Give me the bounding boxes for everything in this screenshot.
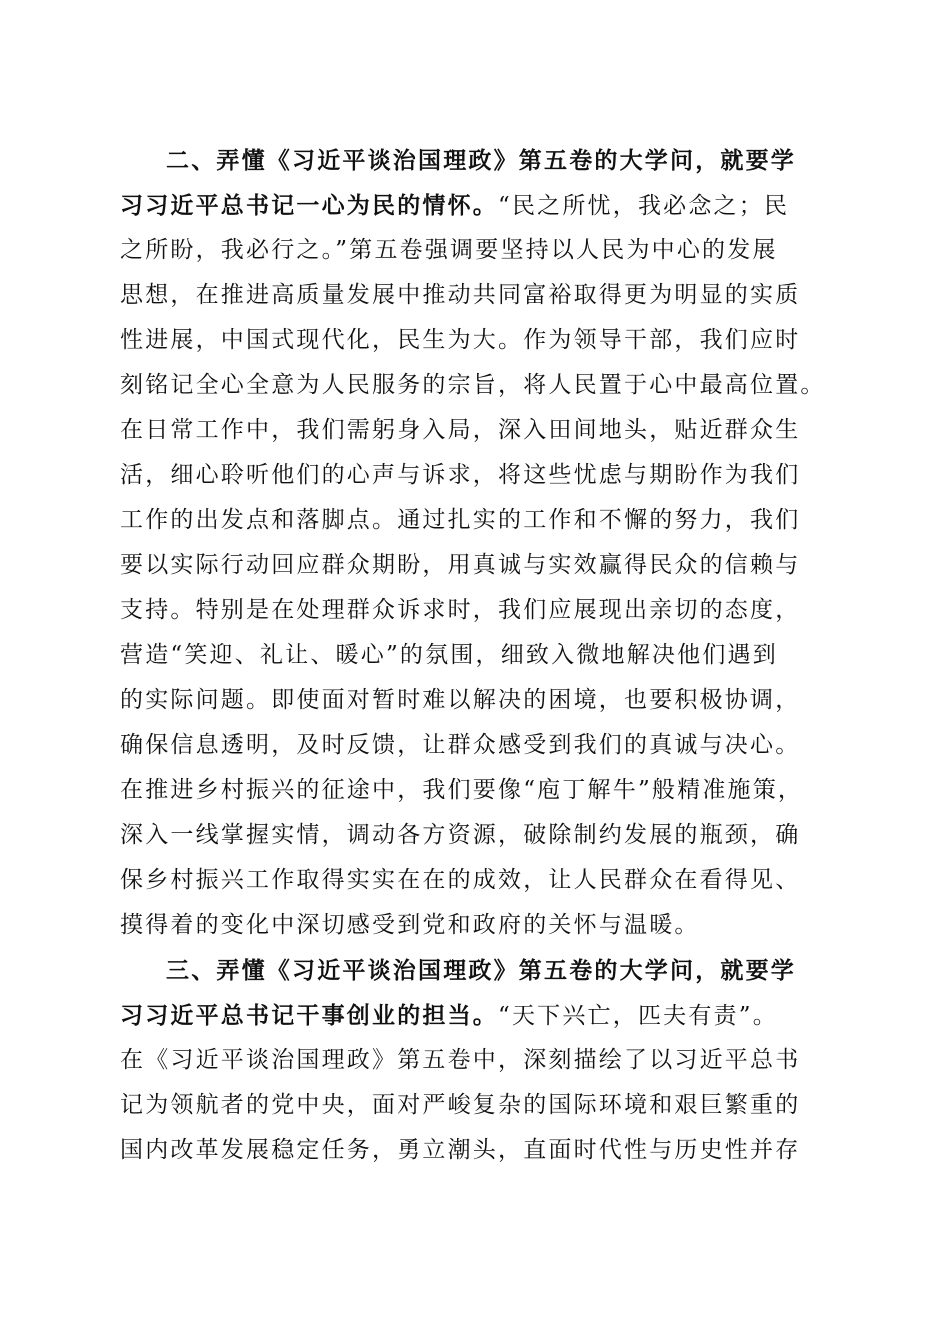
paragraph-line: 国内改革发展稳定任务，勇立潮头，直面时代性与历史性并存 xyxy=(120,1137,801,1163)
section2-heading-rest: “民之所忧，我必念之；民 xyxy=(498,193,790,219)
paragraph-line: 之所盼，我必行之。”第五卷强调要坚持以人民为中心的发展 xyxy=(120,237,778,263)
paragraph-line: 保乡村振兴工作取得实实在在的成效，让人民群众在看得见、 xyxy=(120,867,801,893)
paragraph-line: 营造“笑迎、礼让、暖心”的氛围，细致入微地解决他们遇到 xyxy=(120,642,778,668)
document-body xyxy=(120,138,840,1173)
section3-heading-rest: “天下兴亡，匹夫有责”。 xyxy=(498,1003,778,1029)
section3-heading-line2 xyxy=(120,993,840,1038)
section3-heading-bold: 习习近平总书记干事创业的担当。 xyxy=(120,1002,498,1029)
paragraph-line: 深入一线掌握实情，调动各方资源，破除制约发展的瓶颈，确 xyxy=(120,822,801,848)
section2-heading-line1: 二、弄懂《习近平谈治国理政》第五卷的大学问，就要学 xyxy=(166,147,796,174)
section3-heading-line1: 三、弄懂《习近平谈治国理政》第五卷的大学问，就要学 xyxy=(166,957,796,984)
paragraph-line: 工作的出发点和落脚点。通过扎实的工作和不懈的努力，我们 xyxy=(120,507,801,533)
paragraph-line: 要以实际行动回应群众期盼，用真诚与实效赢得民众的信赖与 xyxy=(120,552,801,578)
paragraph-line: 确保信息透明，及时反馈，让群众感受到我们的真诚与决心。 xyxy=(120,732,801,758)
paragraph-line: 的实际问题。即使面对暂时难以解决的困境，也要积极协调， xyxy=(120,687,801,713)
paragraph-line: 在《习近平谈治国理政》第五卷中，深刻描绘了以习近平总书 xyxy=(120,1047,801,1073)
paragraph-line: 在推进乡村振兴的征途中，我们要像“庖丁解牛”般精准施策， xyxy=(120,777,804,803)
paragraph-line: 思想，在推进高质量发展中推动共同富裕取得更为明显的实质 xyxy=(120,282,801,308)
paragraph-line: 支持。特别是在处理群众诉求时，我们应展现出亲切的态度， xyxy=(120,597,801,623)
paragraph-line: 记为领航者的党中央，面对严峻复杂的国际环境和艰巨繁重的 xyxy=(120,1092,801,1118)
paragraph-line: 活，细心聆听他们的心声与诉求，将这些忧虑与期盼作为我们 xyxy=(120,462,801,488)
paragraph-line: 摸得着的变化中深切感受到党和政府的关怀与温暖。 xyxy=(120,912,700,938)
paragraph-line: 刻铭记全心全意为人民服务的宗旨，将人民置于心中最高位置。 xyxy=(120,372,826,398)
section2-heading-bold: 习习近平总书记一心为民的情怀。 xyxy=(120,192,498,219)
section2-heading-line2 xyxy=(120,183,840,228)
paragraph-line: 在日常工作中，我们需躬身入局，深入田间地头，贴近群众生 xyxy=(120,417,801,443)
paragraph-line: 性进展，中国式现代化，民生为大。作为领导干部，我们应时 xyxy=(120,327,801,353)
